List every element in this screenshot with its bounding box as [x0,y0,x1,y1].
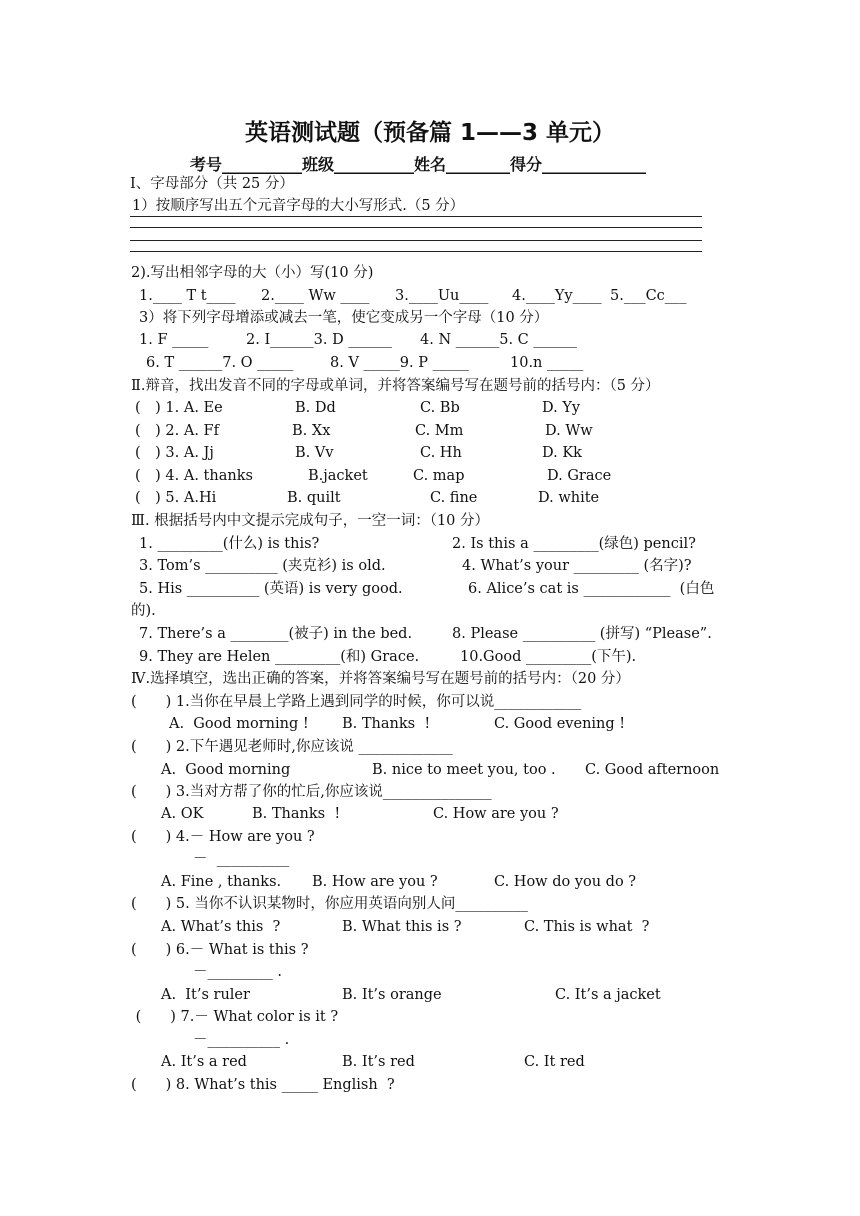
phonics-option: C. Hh [420,445,462,461]
sentence-item: 9. They are Helen _________(和) Grace. [139,649,420,665]
q2-item: 4.____Yy____ [512,288,602,304]
phonics-option: C. Bb [420,400,460,416]
answer-line [130,216,702,217]
sentence-item: 10.Good _________(下午). [460,649,637,665]
section1-heading: Ⅰ、字母部分（共 25 分） [130,176,294,192]
sentence-item: 2. Is this a _________(绿色) pencil? [452,536,696,552]
phonics-question: ( ) 5. A.Hi [135,490,217,506]
choice-option: C. It’s a jacket [555,987,661,1003]
q3-item: 4. N ______5. C ______ [420,332,577,348]
choice-option: A. Good morning ! [169,716,309,732]
phonics-option: D. Kk [542,445,582,461]
choice-option: C. How are you ? [433,806,559,822]
choice-question: ( ) 5. 当你不认识某物时，你应用英语向别人问__________ [131,896,528,912]
phonics-question: ( ) 3. A. Jj [135,445,214,461]
sentence-item: 8. Please __________ (拼写) “Please”. [452,626,712,642]
phonics-option: B. Xx [292,423,331,439]
section1-q2: 2).写出相邻字母的大（小）写(10 分) [131,265,374,281]
phonics-question: ( ) 1. A. Ee [135,400,223,416]
phonics-option: C. map [413,468,465,484]
student-info-line: 考号__________班级__________姓名________得分_____________ [190,155,647,174]
section2-heading: Ⅱ.辩音，找出发音不同的字母或单词，并将答案编号写在题号前的括号内：（5 分） [131,378,660,394]
section4-heading: Ⅳ.选择填空，选出正确的答案，并将答案编号写在题号前的括号内：（20 分） [131,671,630,687]
q2-item: 5.___Cc___ [610,288,687,304]
q2-item: 2.____ Ww ____ [261,288,370,304]
choice-question: ( ) 4.－ How are you ? [131,829,315,845]
choice-option: C. It red [524,1054,585,1070]
q2-item: 1.____ T t____ [139,288,236,304]
choice-question: ( ) 8. What’s this _____ English ? [131,1077,395,1093]
phonics-option: D. Grace [547,468,612,484]
sentence-item: 5. His __________ (英语) is very good. [139,581,403,597]
choice-question: ( ) 6.－ What is this ? [131,942,309,958]
choice-option: C. How do you do ? [494,874,637,890]
choice-option: B. nice to meet you, too . [372,762,556,778]
section1-q3: 3）将下列字母增添或减去一笔，使它变成另一个字母（10 分） [139,310,549,326]
choice-option: B. What this is ? [342,919,462,935]
answer-blank: － __________ [193,851,290,867]
phonics-option: D. Yy [542,400,581,416]
choice-option: A. Fine , thanks. [161,874,282,890]
choice-question: ( ) 3.当对方帮了你的忙后,你应该说_______________ [131,784,492,800]
phonics-question: ( ) 2. A. Ff [135,423,219,439]
phonics-option: D. Ww [545,423,593,439]
choice-option: A. What’s this ? [161,919,281,935]
phonics-option: B.jacket [308,468,368,484]
phonics-option: B. Vv [295,445,334,461]
sentence-item: 的). [131,603,156,619]
choice-option: B. It’s orange [342,987,442,1003]
answer-line [130,240,702,241]
answer-line [130,227,702,228]
sentence-item: 7. There’s a ________(被子) in the bed. [139,626,413,642]
phonics-option: C. Mm [415,423,464,439]
choice-option: C. This is what ? [524,919,650,935]
sentence-item: 3. Tom’s __________ (夹克衫) is old. [139,558,386,574]
q3-item: 8. V _____9. P _____ [330,355,469,371]
choice-option: B. Thanks ! [252,806,341,822]
choice-question: ( ) 2.下午遇见老师时,你应该说 _____________ [131,739,453,755]
choice-question: ( ) 7.－ What color is it ? [131,1009,339,1025]
phonics-option: B. Dd [295,400,336,416]
answer-blank: －_________ . [193,964,282,980]
phonics-option: B. quilt [287,490,341,506]
q3-item: 2. I______3. D ______ [246,332,392,348]
answer-line [130,251,702,252]
choice-question: ( ) 1.当你在早晨上学路上遇到同学的时候，你可以说____________ [131,694,582,710]
phonics-option: D. white [538,490,600,506]
page-title: 英语测试题（预备篇 1——3 单元） [244,120,616,146]
q3-item: 6. T ______7. O _____ [146,355,294,371]
sentence-item: 1. _________(什么) is this? [139,536,320,552]
sentence-item: 6. Alice’s cat is ____________ (白色 [468,581,715,597]
choice-option: B. It’s red [342,1054,415,1070]
section3-heading: Ⅲ. 根据括号内中文提示完成句子，一空一词：（10 分） [131,513,490,529]
choice-option: B. How are you ? [312,874,438,890]
q3-item: 10.n _____ [510,355,584,371]
choice-option: A. OK [161,806,204,822]
answer-blank: －__________ . [193,1032,290,1048]
q2-item: 3.____Uu____ [395,288,489,304]
choice-option: A. Good morning [161,762,291,778]
q3-item: 1. F _____ [139,332,209,348]
section1-q1: 1）按顺序写出五个元音字母的大小写形式.（5 分） [132,198,465,214]
choice-option: A. It’s a red [161,1054,247,1070]
sentence-item: 4. What’s your _________ (名字)? [462,558,692,574]
choice-option: C. Good evening ! [494,716,626,732]
phonics-option: C. fine [430,490,478,506]
choice-option: B. Thanks ! [342,716,431,732]
phonics-question: ( ) 4. A. thanks [135,468,253,484]
choice-option: A. It’s ruler [161,987,250,1003]
choice-option: C. Good afternoon [585,762,720,778]
